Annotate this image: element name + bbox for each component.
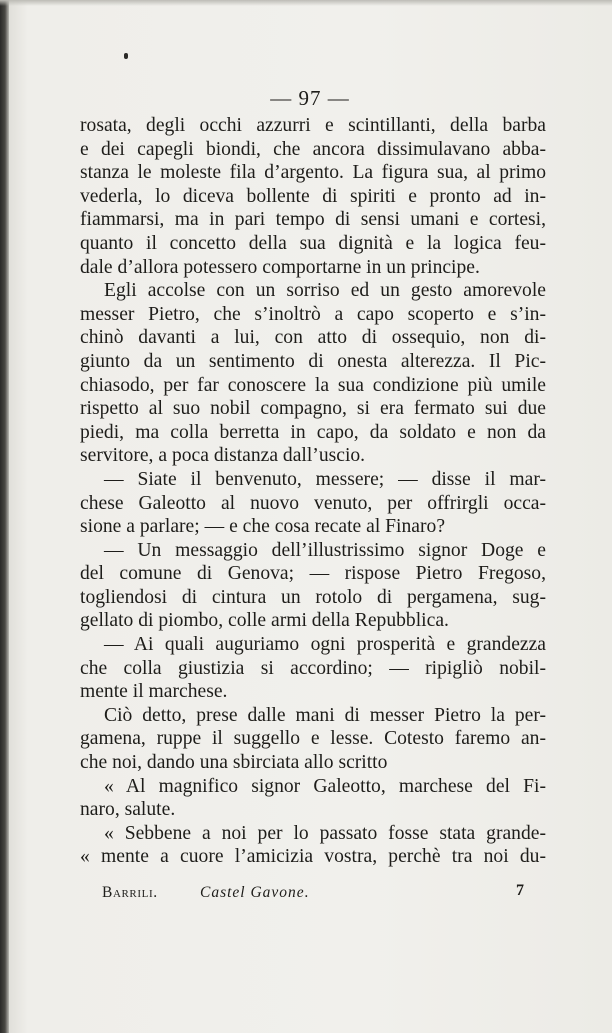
text-line: giunto da un sentimento di onesta alterezza. Il Pic-	[80, 350, 546, 372]
text-line: vederla, lo diceva bollente di spiriti e pronto ad in-	[80, 185, 546, 207]
footer-author: Barrili.	[102, 884, 158, 901]
text-line: naro, salute.	[80, 799, 176, 821]
text-line: « Al magnifico signor Galeotto, marchese del Fi-	[104, 775, 546, 797]
body-text	[80, 114, 546, 869]
text-line: chinò davanti a lui, con atto di ossequio, non di-	[80, 327, 546, 349]
text-line: messer Pietro, che s’inoltrò a capo scoperto e s’in-	[80, 303, 546, 325]
footer-book-title: Castel Gavone.	[200, 884, 310, 901]
footer-signature-number: 7	[516, 882, 524, 899]
text-line: del comune di Genova; — rispose Pietro Fregoso,	[80, 563, 546, 585]
text-line: chiasodo, per far conoscere la sua condizione più umile	[80, 374, 546, 396]
text-line: quanto il concetto della sua dignità e la logica feu-	[80, 232, 546, 254]
text-line: rosata, degli occhi azzurri e scintillanti, della barba	[80, 115, 546, 136]
book-spine-shadow	[0, 0, 9, 1033]
text-line: « Sebbene a noi per lo passato fosse stata grande-	[104, 822, 546, 844]
text-line: e dei capegli biondi, che ancora dissimulavano abba-	[80, 138, 546, 160]
ink-speck	[124, 53, 128, 59]
text-line: piedi, ma colla berretta in capo, da soldato e non da	[80, 421, 546, 443]
text-line: Ciò detto, prese dalle mani di messer Pietro la per-	[104, 704, 546, 726]
text-line: — Ai quali auguriamo ogni prosperità e grandezza	[104, 634, 546, 656]
text-line: mente il marchese.	[80, 681, 228, 703]
text-line: che noi, dando una sbirciata allo scritto	[80, 752, 388, 774]
page-top-edge	[0, 0, 612, 6]
text-line: sione a parlare; — e che cosa recate al Finaro?	[80, 516, 446, 538]
text-line: gellato di piombo, colle armi della Repubblica.	[80, 610, 449, 632]
text-line: rispetto al suo nobil compagno, si era fermato sui due	[80, 398, 546, 420]
text-line: — Siate il benvenuto, messere; — disse il mar-	[104, 468, 546, 490]
text-line: che colla giustizia si accordino; — ripigliò nobil-	[80, 657, 546, 679]
page-number: — 97 —	[270, 86, 350, 110]
text-line: chese Galeotto al nuovo venuto, per offrirgli occa-	[80, 492, 546, 514]
text-line: stanza le moleste fila d’argento. La figura sua, al primo	[80, 162, 546, 184]
text-line: Egli accolse con un sorriso ed un gesto amorevole	[104, 280, 546, 302]
text-line: dale d’allora potessero comportarne in un principe.	[80, 256, 480, 278]
text-line: fiammarsi, ma in pari tempo di sensi umani e cortesi,	[80, 209, 546, 231]
text-line: — Un messaggio dell’illustrissimo signor Doge e	[104, 539, 546, 561]
text-line: « mente a cuore l’amicizia vostra, perchè tra noi du-	[80, 846, 546, 868]
text-line: togliendosi di cintura un rotolo di pergamena, sug-	[80, 586, 546, 608]
text-line: gamena, ruppe il suggello e lesse. Cotesto faremo an-	[80, 728, 546, 750]
text-line: servitore, a poca distanza dall’uscio.	[80, 445, 366, 467]
